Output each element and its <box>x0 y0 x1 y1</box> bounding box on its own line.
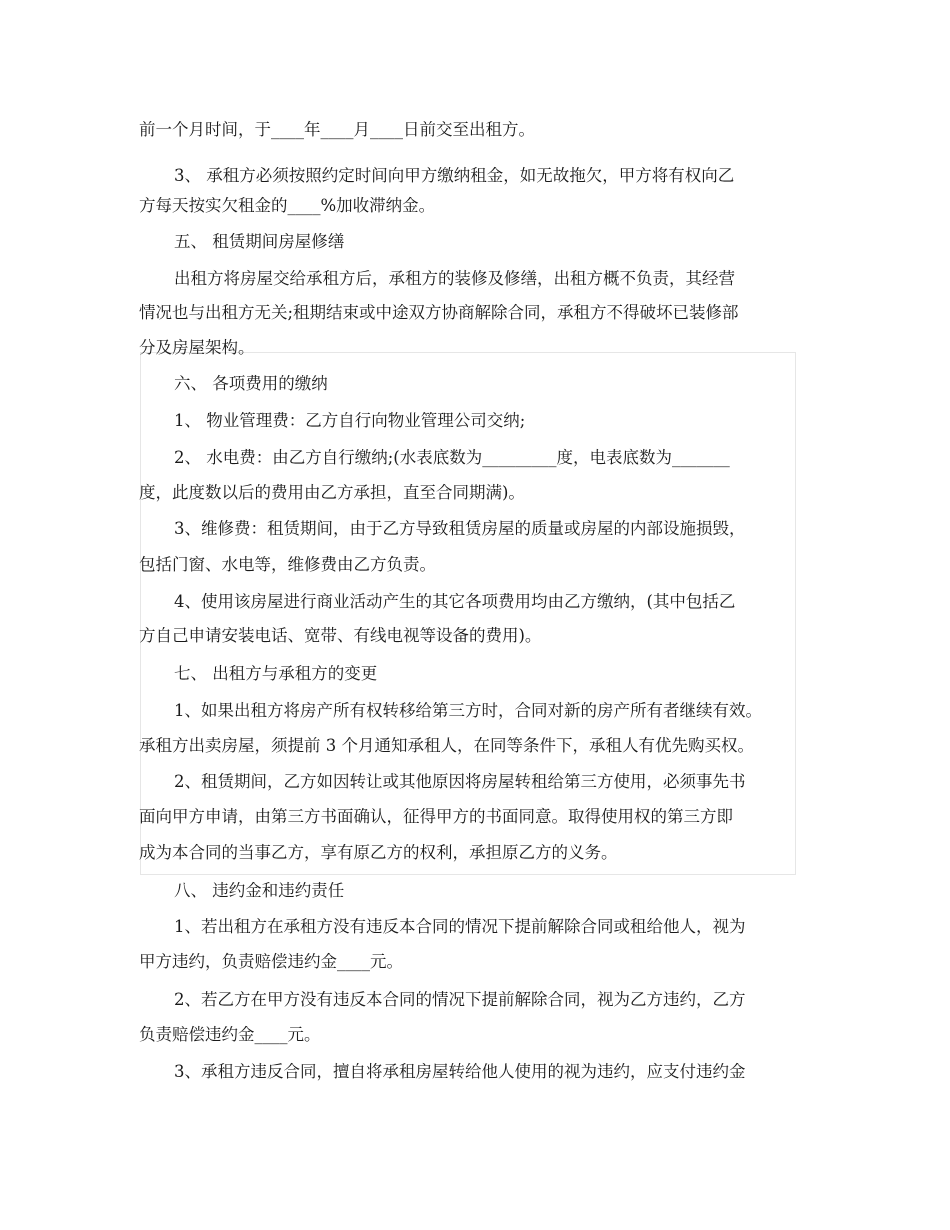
text-line: 方每天按实欠租金的____%加收滞纳金。 <box>139 196 436 215</box>
text-line: 方自己申请安装电话、宽带、有线电视等设备的费用)。 <box>139 626 542 645</box>
text-line: 承租方出卖房屋，须提前 3 个月通知承租人，在同等条件下，承租人有优先购买权。 <box>139 736 754 755</box>
text-line: 出租方将房屋交给承租方后，承租方的装修及修缮，出租方概不负责，其经营 <box>174 269 735 288</box>
text-line: 4、使用该房屋进行商业活动产生的其它各项费用均由乙方缴纳，(其中包括乙 <box>174 592 736 611</box>
text-line: 1、如果出租方将房产所有权转移给第三方时，合同对新的房产所有者继续有效。 <box>174 701 762 720</box>
text-line: 2、租赁期间，乙方如因转让或其他原因将房屋转租给第三方使用，必须事先书 <box>174 772 746 791</box>
text-line: 成为本合同的当事乙方，享有原乙方的权利，承担原乙方的义务。 <box>139 843 618 862</box>
text-line: 负责赔偿违约金____元。 <box>139 1025 321 1044</box>
text-line: 3、承租方违反合同，擅自将承租房屋转给他人使用的视为违约，应支付违约金 <box>174 1062 746 1081</box>
section-heading: 七、 出租方与承租方的变更 <box>174 664 378 683</box>
section-heading: 八、 违约金和违约责任 <box>174 881 345 900</box>
text-line: 1、若出租方在承租方没有违反本合同的情况下提前解除合同或租给他人，视为 <box>174 917 746 936</box>
text-line: 3、维修费：租赁期间，由于乙方导致租赁房屋的质量或房屋的内部设施损毁， <box>174 519 746 538</box>
text-line: 2、若乙方在甲方没有违反本合同的情况下提前解除合同，视为乙方违约，乙方 <box>174 990 746 1009</box>
section-heading: 五、 租赁期间房屋修缮 <box>174 232 345 251</box>
text-line: 情况也与出租方无关;租期结束或中途双方协商解除合同，承租方不得破坏已装修部 <box>139 303 739 322</box>
text-line: 1、 物业管理费：乙方自行向物业管理公司交纳; <box>174 411 526 430</box>
text-line: 前一个月时间，于____年____月____日前交至出租方。 <box>139 120 535 139</box>
text-line: 面向甲方申请，由第三方书面确认，征得甲方的书面同意。取得使用权的第三方即 <box>139 807 733 826</box>
text-line: 包括门窗、水电等，维修费由乙方负责。 <box>139 555 436 574</box>
text-line: 3、 承租方必须按照约定时间向甲方缴纳租金，如无故拖欠，甲方将有权向乙 <box>174 166 735 185</box>
text-line: 2、 水电费：由乙方自行缴纳;(水表底数为_________度，电表底数为_______ <box>174 448 730 467</box>
text-line: 分及房屋架构。 <box>139 338 255 357</box>
text-line: 甲方违约，负责赔偿违约金____元。 <box>139 952 403 971</box>
section-heading: 六、 各项费用的缴纳 <box>174 374 328 393</box>
text-line: 度，此度数以后的费用由乙方承担，直至合同期满)。 <box>139 483 525 502</box>
